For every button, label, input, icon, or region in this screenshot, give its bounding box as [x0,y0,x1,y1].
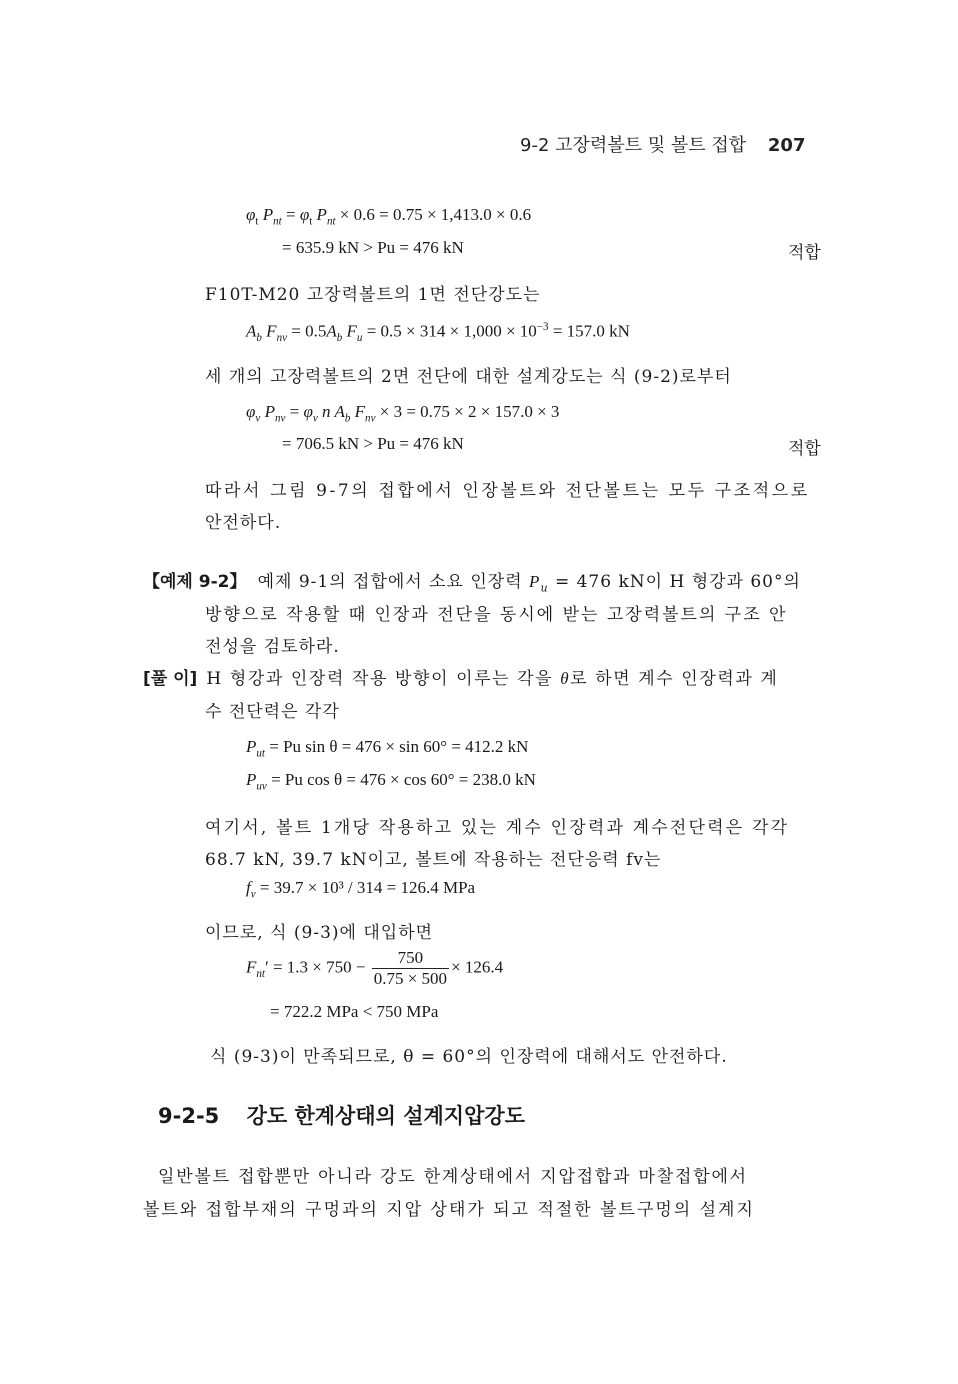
ok-label-2: 적합 [788,439,821,459]
equation-fv: $f_v = 39.7 \times 10^3 / 314 = 126.4$ MPa [246,878,476,901]
body-paragraph: 볼트와 접합부재의 구멍과의 지압 상태가 되고 적절한 볼트구멍의 설계지 [143,1200,755,1220]
text-line: 안전하다. [205,513,282,533]
equation-fnt-result: = 722.2 MPa < 750 MPa [270,1002,439,1021]
header-section: 9-2 고장력볼트 및 볼트 접합 [520,135,747,156]
equation-phi-t-pnt: $\varphi_t$ $P_{nt} = \varphi_t$ $P_{nt} \times 0.6 = 0.75 \times 1,413.0 \times 0.6$ [246,205,532,228]
equation-result-2: = 706.5 kN > Pu = 476 kN [282,434,464,453]
solution-text: 68.7 kN, 39.7 kN이고, 볼트에 작용하는 전단응력 fv는 [205,850,662,870]
solution-conclusion: 식 (9-3)이 만족되므로, θ = 60°의 인장력에 대해서도 안전하다. [210,1047,728,1067]
equation-result-1: = 635.9 kN > Pu = 476 kN [282,238,464,257]
equation-put: $P_{ut} = Pu$ sin θ = 476 × sin 60° = 412.2 kN [246,737,529,760]
equation-fnt: $F_{nt}' = 1.3 \times 750$ − $\frac{750}{0.75 \times 500}$ × 126.4 [246,948,504,988]
section-title: 강도 한계상태의 설계지압강도 [246,1104,525,1128]
equation-shear-strength: $A_b$ $F_{nv} = 0.5A_b$ $F_u = 0.5 \times 314 \times 1,000 \times 10^{-3} = 157.0$ kN [246,321,630,345]
example-text: 예제 9-1의 접합에서 소요 인장력 $P_u = 476$ kN이 H 형강과 60°의 [257,572,801,595]
text-line: 따라서 그림 9-7의 접합에서 인장볼트와 전단볼트는 모두 구조적으로 [205,481,810,501]
fraction: $\frac{750}{0.75 \times 500}$ [373,948,448,988]
example-text: 전성을 검토하라. [205,637,340,657]
equation-phi-v-pnv: $\varphi_v$ $P_{nv} = \varphi_v$ n $A_b$ $F_{nv} \times 3 = 0.75 \times 2 \times 157.0 \times 3$ [246,402,560,425]
example-text: 방향으로 작용할 때 인장과 전단을 동시에 받는 고장력볼트의 구조 안 [205,605,788,625]
section-number: 9-2-5 [158,1104,220,1128]
example-heading [143,567,801,594]
section-heading [158,1100,525,1130]
body-paragraph: 일반볼트 접합뿐만 아니라 강도 한계상태에서 지압접합과 마찰접합에서 [158,1167,748,1187]
equation-puv: $P_{uv} = Pu$ cos θ = 476 × cos 60° = 238.0 kN [246,770,536,793]
text-line: 세 개의 고장력볼트의 2면 전단에 대한 설계강도는 식 (9-2)로부터 [205,367,732,387]
ok-label-1: 적합 [788,243,821,263]
solution-heading: [풀 이] H 형강과 인장력 작용 방향이 이루는 각을 θ로 하면 계수 인장력과 계 [143,669,779,689]
page-number: 207 [767,135,806,156]
solution-tag: [풀 이] [143,669,198,689]
example-tag: 【예제 9-2】 [143,572,247,592]
text-line: F10T-M20 고장력볼트의 1면 전단강도는 [205,285,541,305]
solution-text: 이므로, 식 (9-3)에 대입하면 [205,923,434,943]
solution-text: 여기서, 볼트 1개당 작용하고 있는 계수 인장력과 계수전단력은 각각 [205,818,790,838]
solution-text: 수 전단력은 각각 [205,702,340,722]
running-header [520,131,805,157]
